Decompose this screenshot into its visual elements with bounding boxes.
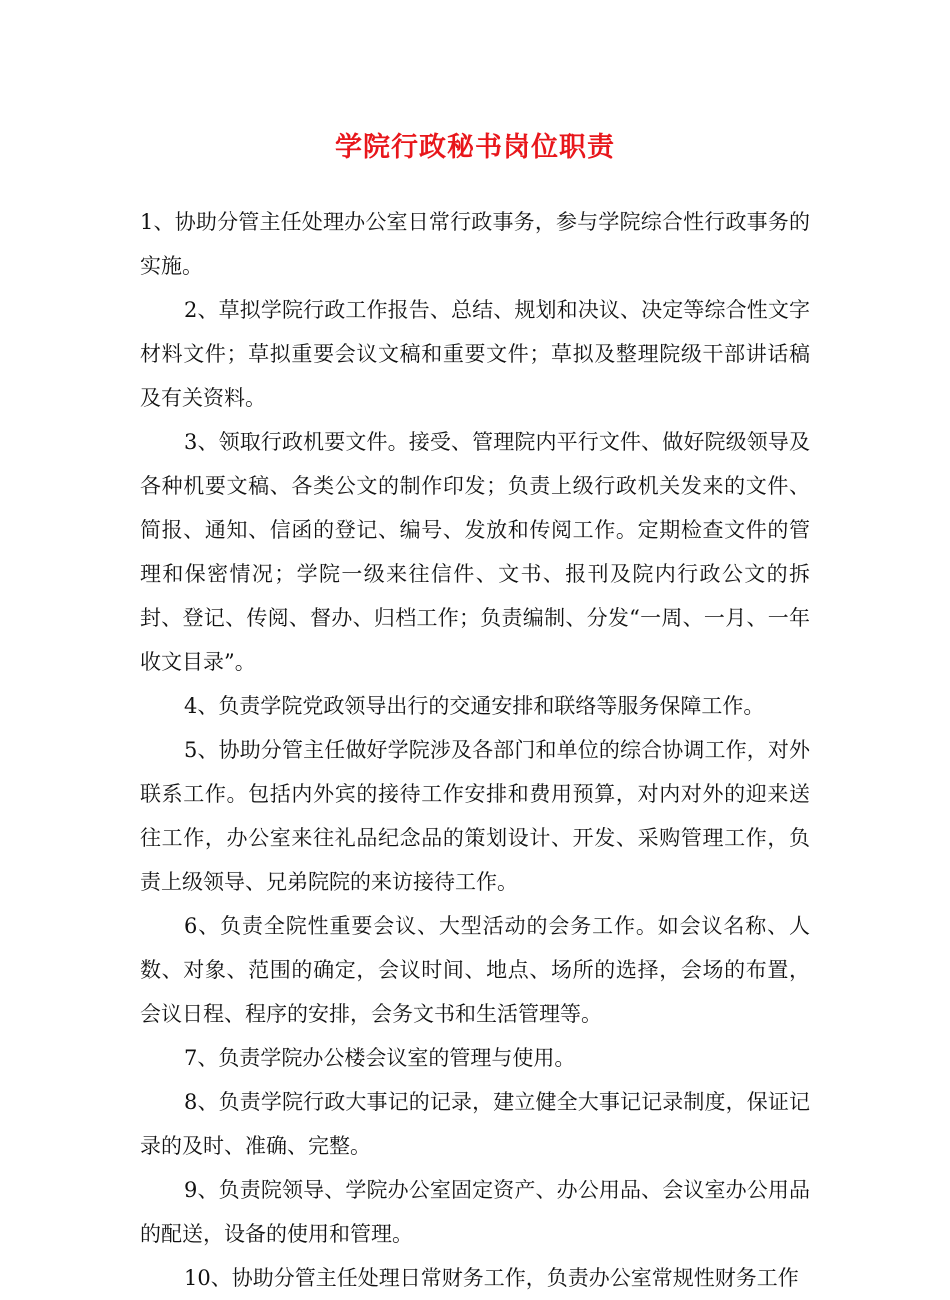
document-title: 学院行政秘书岗位职责: [335, 132, 615, 163]
paragraph-9: 9、负责院领导、学院办公室固定资产、办公用品、会议室办公用品的配送，设备的使用和管理。: [140, 1178, 810, 1246]
paragraph-10: 10、协助分管主任处理日常财务工作，负责办公室常规性财务工作: [184, 1266, 799, 1290]
paragraph-7: 7、负责学院办公楼会议室的管理与使用。: [184, 1046, 576, 1070]
paragraph-2: 2、草拟学院行政工作报告、总结、规划和决议、决定等综合性文字材料文件；草拟重要会议文稿和重要文件；草拟及整理院级干部讲话稿及有关资料。: [140, 298, 810, 410]
paragraph-8: 8、负责学院行政大事记的记录，建立健全大事记记录制度，保证记录的及时、准确、完整。: [140, 1090, 810, 1158]
paragraph-6: 6、负责全院性重要会议、大型活动的会务工作。如会议名称、人数、对象、范围的确定，会议时间、地点、场所的选择，会场的布置，会议日程、程序的安排，会务文书和生活管理等。: [140, 914, 810, 1026]
document-body: [140, 200, 810, 1300]
paragraph-5: 5、协助分管主任做好学院涉及各部门和单位的综合协调工作，对外联系工作。包括内外宾的接待工作安排和费用预算，对内对外的迎来送往工作，办公室来往礼品纪念品的策划设计、开发、采购管理工作，负责上级领导、兄弟院院的来访接待工作。: [140, 738, 810, 894]
paragraph-4: 4、负责学院党政领导出行的交通安排和联络等服务保障工作。: [184, 694, 765, 718]
paragraph-3: 3、领取行政机要文件。接受、管理院内平行文件、做好院级领导及各种机要文稿、各类公文的制作印发；负责上级行政机关发来的文件、简报、通知、信函的登记、编号、发放和传阅工作。定期检查文件的管理和保密情况；学院一级来往信件、文书、报刊及院内行政公文的拆封、登记、传阅、督办、归档工作；负责编制、分发“一周、一月、一年收文目录”。: [140, 430, 810, 674]
paragraph-1: 1、协助分管主任处理办公室日常行政事务，参与学院综合性行政事务的实施。: [140, 210, 810, 278]
